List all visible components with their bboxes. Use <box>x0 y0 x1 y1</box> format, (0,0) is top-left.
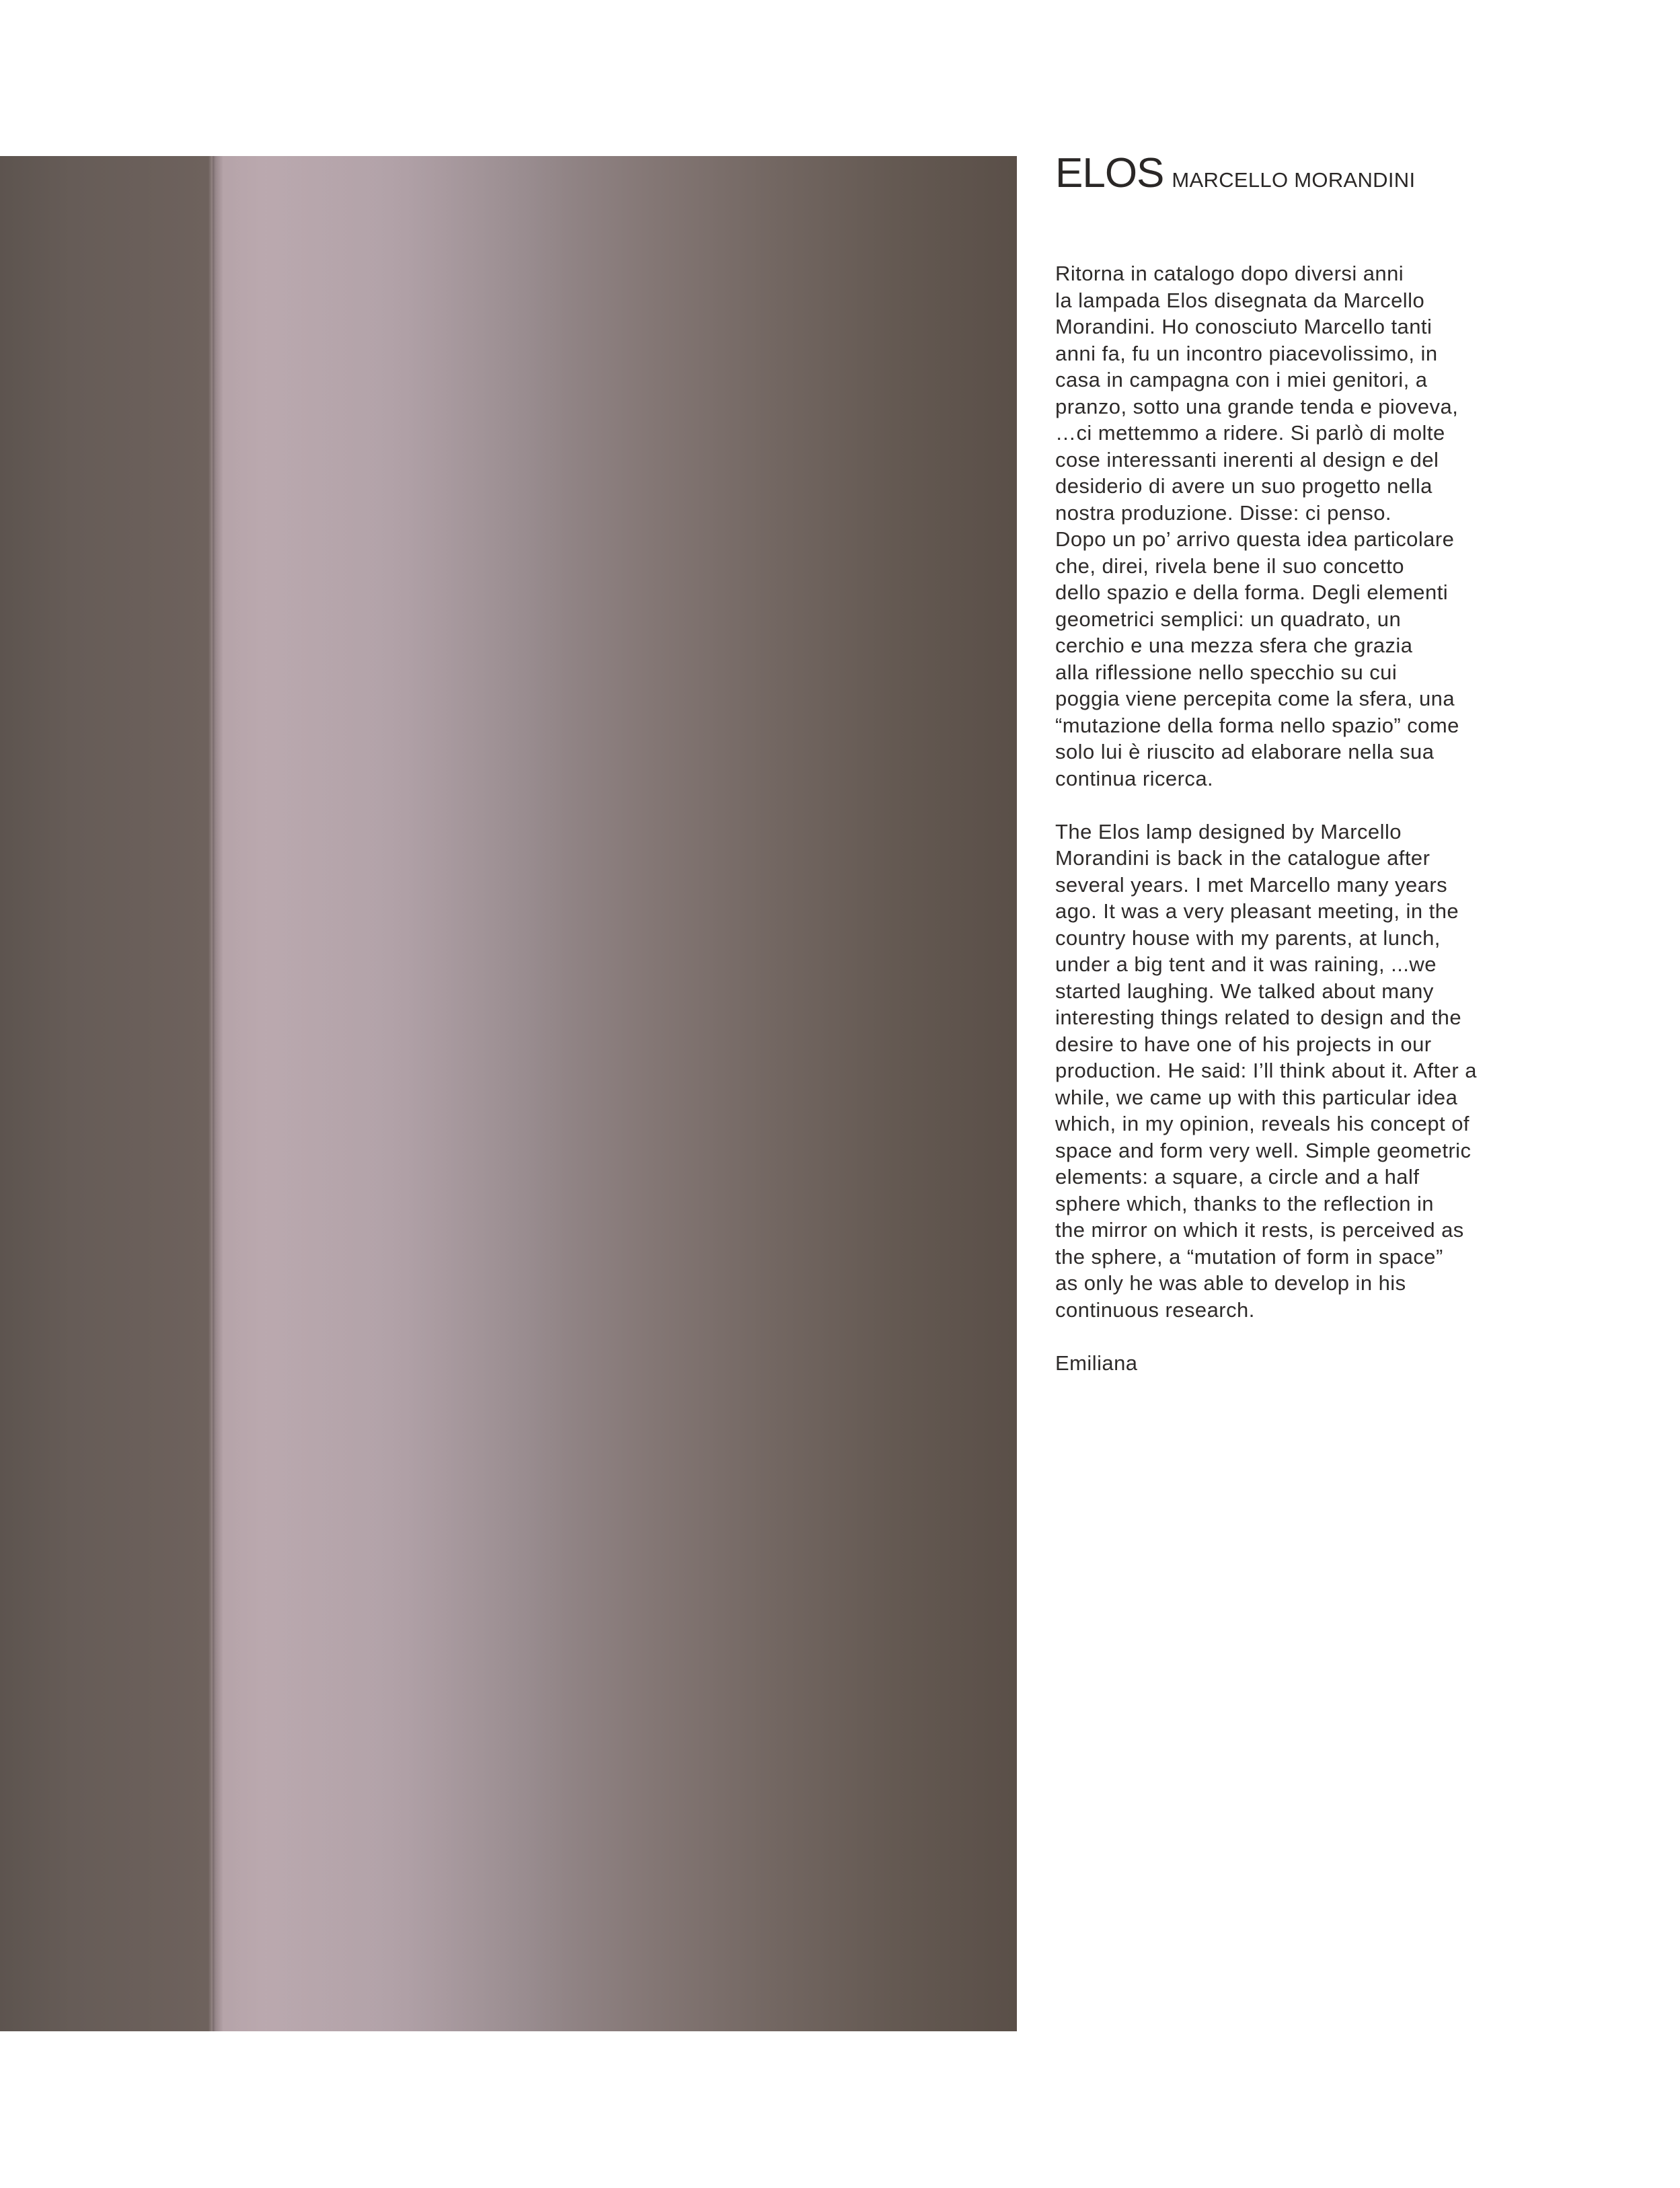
signature: Emiliana <box>1055 1351 1138 1375</box>
page-title <box>1055 149 1526 204</box>
english-paragraph: The Elos lamp designed by Marcello Morandini is back in the catalogue after several years. I met Marcello many years ago. It was a very pleasant meeting, in the country house with my parents, at lunch, under a big tent and it was raining, ...we started laughing. We talked about many interesting things related to design and the desire to have one of his projects in our production. He said: I’ll think about it. After a while, we came up with this particular idea which, in my opinion, reveals his concept of space and form very well. Simple geometric elements: a square, a circle and a half sphere which, thanks to the reflection in the mirror on which it rests, is perceived as the sphere, a “mutation of form in space” as only he was able to develop in his continuous research. <box>1055 819 1477 1322</box>
product-name: ELOS <box>1055 150 1164 196</box>
article-column <box>1055 149 1526 1376</box>
photo-edge-shadow <box>213 156 223 2031</box>
elos-lamp-photo <box>0 156 1017 2031</box>
photo-highlight <box>222 156 572 2031</box>
italian-paragraph: Ritorna in catalogo dopo diversi anni la lampada Elos disegnata da Marcello Morandini. Ho conosciuto Marcello tanti anni fa, fu un incontro piacevolissimo, in casa in campagna con i miei genitori, a pranzo, sotto una grande tenda e pioveva, …ci mettemmo a ridere. Si parlò di molte cose interessanti inerenti al design e del desiderio di avere un suo progetto nella nostra produzione. Disse: ci penso. Dopo un po’ arrivo questa idea particolare che, direi, rivela bene il suo concetto dello spazio e della forma. Degli elementi geometrici semplici: un quadrato, un cerchio e una mezza sfera che grazia alla riflessione nello specchio su cui poggia viene percepita come la sfera, una “mutazione della forma nello spazio” come solo lui è riuscito ad elaborare nella sua continua ricerca. <box>1055 262 1459 790</box>
designer-name: MARCELLO MORANDINI <box>1172 168 1416 192</box>
